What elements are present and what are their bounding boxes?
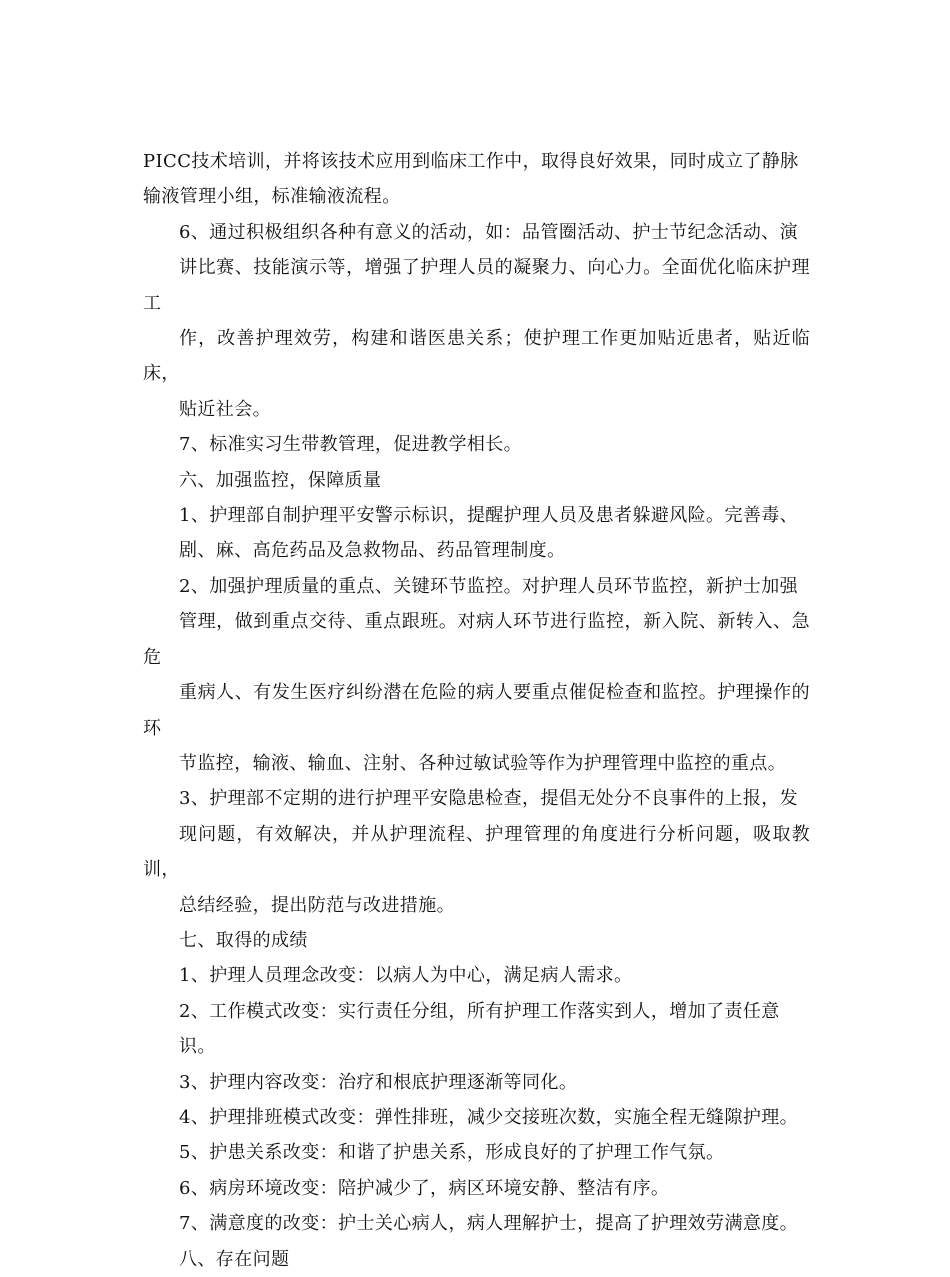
text-line: 八、存在问题 bbox=[179, 1248, 290, 1270]
text-line: 现问题，有效解决，并从护理流程、护理管理的角度进行分析问题，吸取教训， bbox=[143, 823, 810, 881]
text-line: 贴近社会。 bbox=[179, 398, 271, 420]
paragraph bbox=[143, 1065, 810, 1100]
paragraph bbox=[143, 781, 810, 923]
document-body bbox=[143, 144, 810, 1277]
text-line: 5、护患关系改变：和谐了护患关系，形成良好的了护理工作气氛。 bbox=[179, 1142, 725, 1164]
text-line: 作，改善护理效劳，构建和谐医患关系；使护理工作更加贴近患者，贴近临床， bbox=[143, 328, 810, 385]
text-line: 2、工作模式改变：实行责任分组，所有护理工作落实到人，增加了责任意 bbox=[179, 1000, 780, 1022]
text-line: 7、满意度的改变：护士关心病人，病人理解护士，提高了护理效劳满意度。 bbox=[179, 1213, 799, 1235]
text-line: 讲比赛、技能演示等，增强了护理人员的凝聚力、向心力。全面优化临床护理工 bbox=[143, 257, 810, 314]
text-line: 节监控，输液、输血、注射、各种过敏试验等作为护理管理中监控的重点。 bbox=[179, 752, 787, 774]
paragraph bbox=[143, 498, 810, 569]
text-line: 重病人、有发生医疗纠纷潜在危险的病人要重点催促检查和监控。护理操作的环 bbox=[143, 682, 810, 739]
text-line: 6、病房环境改变：陪护减少了，病区环境安静、整洁有序。 bbox=[179, 1177, 670, 1199]
text-line: 七、取得的成绩 bbox=[179, 929, 308, 951]
paragraph bbox=[143, 144, 810, 215]
text-line: 剧、麻、高危药品及急救物品、药品管理制度。 bbox=[179, 540, 566, 562]
paragraph bbox=[143, 215, 810, 427]
text-line: PICC技术培训，并将该技术应用到临床工作中，取得良好效果，同时成立了静脉 bbox=[143, 151, 799, 172]
text-line: 3、护理部不定期的进行护理平安隐患检查，提倡无处分不良事件的上报，发 bbox=[179, 788, 799, 810]
paragraph bbox=[143, 1135, 810, 1170]
text-line: 输液管理小组，标准输液流程。 bbox=[143, 186, 401, 208]
paragraph bbox=[143, 427, 810, 462]
text-line: 总结经验，提出防范与改进措施。 bbox=[179, 894, 455, 916]
text-line: 1、护理部自制护理平安警示标识，提醒护理人员及患者躲避风险。完善毒、 bbox=[179, 505, 799, 527]
text-line: 六、加强监控，保障质量 bbox=[179, 469, 382, 491]
paragraph bbox=[143, 463, 810, 498]
text-line: 2、加强护理质量的重点、关键环节监控。对护理人员环节监控，新护士加强 bbox=[179, 575, 799, 597]
paragraph bbox=[143, 1206, 810, 1241]
text-line: 4、护理排班模式改变：弹性排班，减少交接班次数，实施全程无缝隙护理。 bbox=[179, 1106, 799, 1128]
paragraph bbox=[143, 1171, 810, 1206]
text-line: 7、标准实习生带教管理，促进教学相长。 bbox=[179, 434, 523, 456]
text-line: 管理，做到重点交待、重点跟班。对病人环节进行监控，新入院、新转入、急危 bbox=[143, 611, 810, 668]
paragraph bbox=[143, 1100, 810, 1135]
text-line: 3、护理内容改变：治疗和根底护理逐渐等同化。 bbox=[179, 1071, 578, 1093]
paragraph bbox=[143, 994, 810, 1065]
paragraph bbox=[143, 1242, 810, 1277]
text-line: 6、通过积极组织各种有意义的活动，如：品管圈活动、护士节纪念活动、演 bbox=[179, 221, 799, 243]
paragraph bbox=[143, 923, 810, 958]
paragraph bbox=[143, 569, 810, 781]
text-line: 1、护理人员理念改变：以病人为中心，满足病人需求。 bbox=[179, 965, 633, 987]
text-line: 识。 bbox=[179, 1036, 216, 1058]
paragraph bbox=[143, 958, 810, 993]
